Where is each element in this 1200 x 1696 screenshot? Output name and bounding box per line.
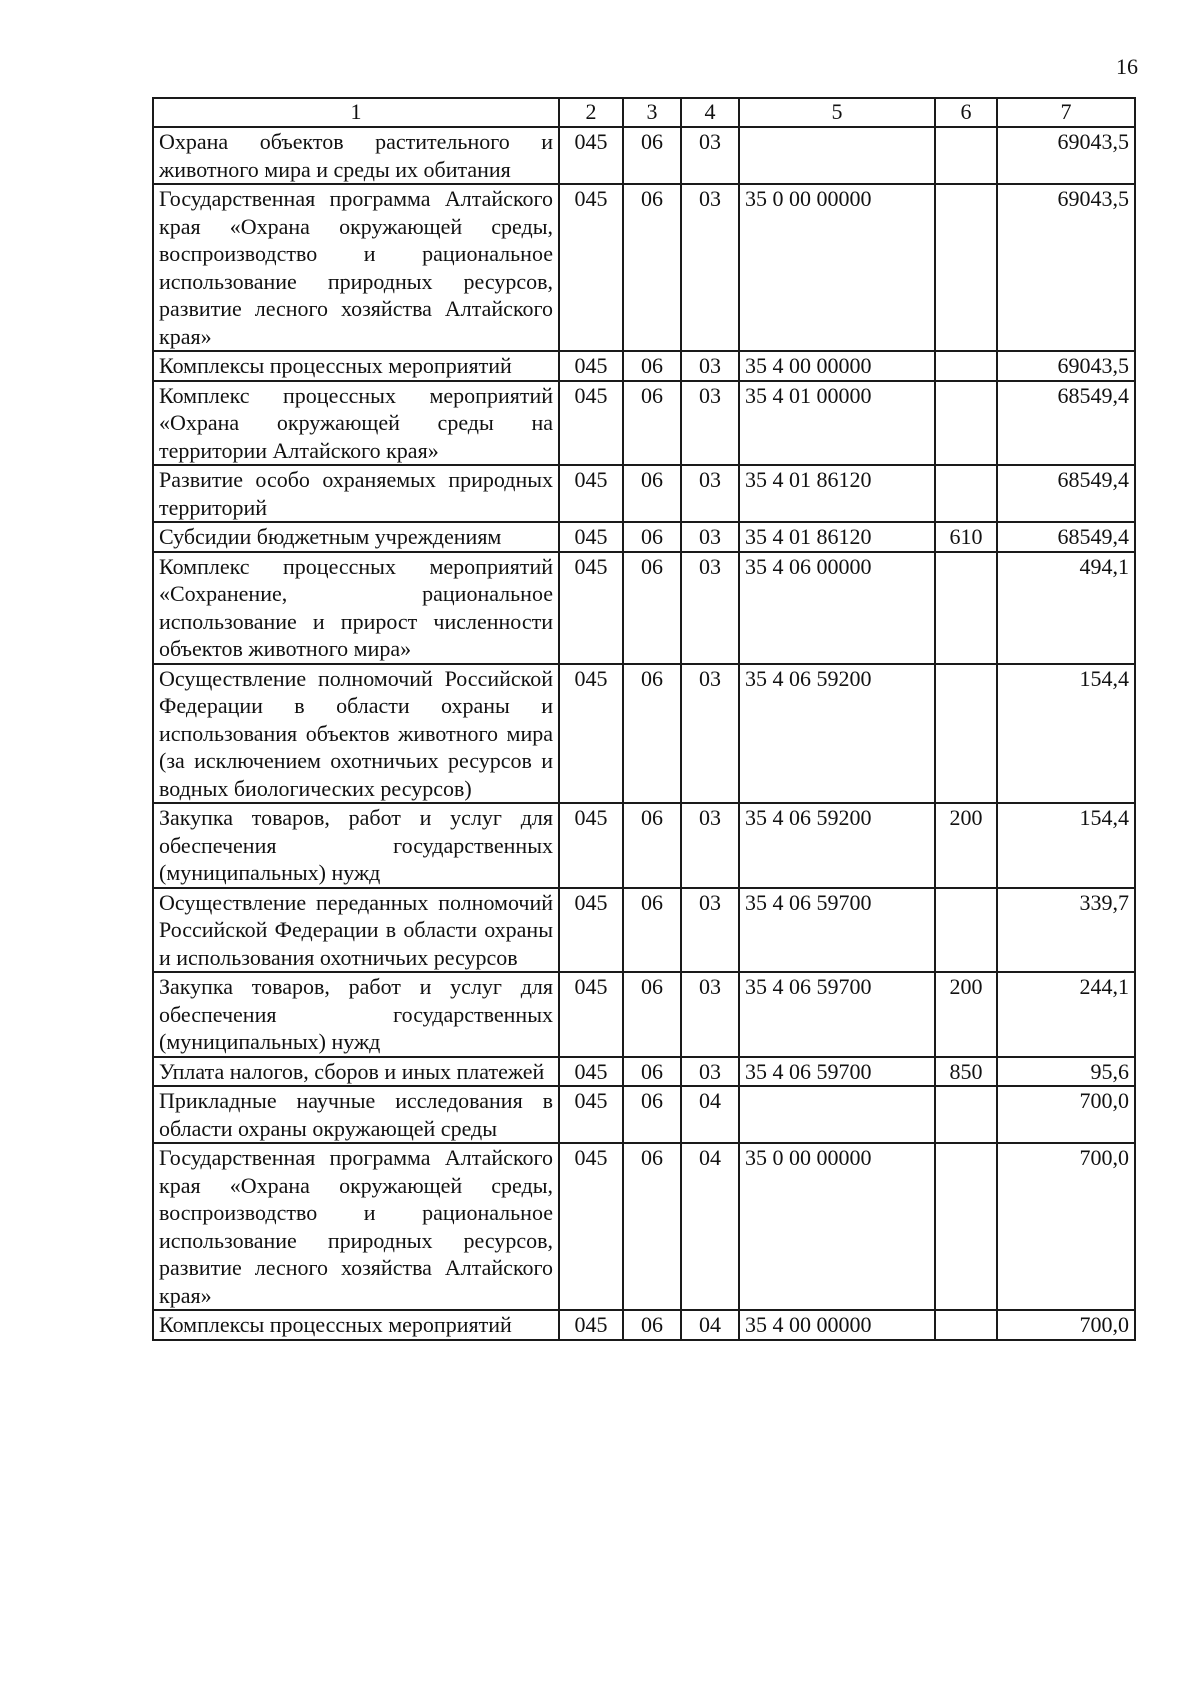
amount-cell: 69043,5 <box>997 184 1135 351</box>
expense-name-cell: Осуществление переданных полномочий Российской Федерации в области охраны и использования охотничьих ресурсов <box>153 888 559 973</box>
amount-cell: 68549,4 <box>997 465 1135 522</box>
expense-type-cell <box>935 184 997 351</box>
expense-type-cell <box>935 465 997 522</box>
table-row <box>153 888 1135 973</box>
column-header: 7 <box>997 98 1135 127</box>
section-code-cell: 06 <box>623 888 681 973</box>
expense-name-cell: Охрана объектов растительного и животного мира и среды их обитания <box>153 127 559 184</box>
ministry-code-cell: 045 <box>559 552 623 664</box>
target-article-cell: 35 4 06 59700 <box>739 972 935 1057</box>
target-article-cell: 35 4 01 00000 <box>739 381 935 466</box>
subsection-code-cell: 03 <box>681 888 739 973</box>
target-article-cell: 35 4 06 59700 <box>739 1057 935 1087</box>
amount-cell: 95,6 <box>997 1057 1135 1087</box>
expense-name-cell: Комплексы процессных мероприятий <box>153 351 559 381</box>
table-row <box>153 972 1135 1057</box>
expense-type-cell: 200 <box>935 972 997 1057</box>
section-code-cell: 06 <box>623 184 681 351</box>
subsection-code-cell: 03 <box>681 664 739 804</box>
expense-name-cell: Комплексы процессных мероприятий <box>153 1310 559 1340</box>
expense-name-cell: Прикладные научные исследования в области охраны окружающей среды <box>153 1086 559 1143</box>
column-header: 1 <box>153 98 559 127</box>
amount-cell: 69043,5 <box>997 127 1135 184</box>
section-code-cell: 06 <box>623 465 681 522</box>
amount-cell: 69043,5 <box>997 351 1135 381</box>
ministry-code-cell: 045 <box>559 465 623 522</box>
target-article-cell: 35 4 06 59200 <box>739 664 935 804</box>
amount-cell: 154,4 <box>997 664 1135 804</box>
target-article-cell: 35 4 00 00000 <box>739 1310 935 1340</box>
target-article-cell <box>739 1086 935 1143</box>
ministry-code-cell: 045 <box>559 1086 623 1143</box>
column-header: 5 <box>739 98 935 127</box>
section-code-cell: 06 <box>623 1057 681 1087</box>
ministry-code-cell: 045 <box>559 1143 623 1310</box>
section-code-cell: 06 <box>623 664 681 804</box>
expense-type-cell <box>935 552 997 664</box>
expense-name-cell: Уплата налогов, сборов и иных платежей <box>153 1057 559 1087</box>
amount-cell: 700,0 <box>997 1086 1135 1143</box>
expense-type-cell <box>935 888 997 973</box>
target-article-cell: 35 4 06 00000 <box>739 552 935 664</box>
subsection-code-cell: 04 <box>681 1310 739 1340</box>
expense-type-cell: 850 <box>935 1057 997 1087</box>
table-row <box>153 522 1135 552</box>
target-article-cell: 35 4 00 00000 <box>739 351 935 381</box>
target-article-cell: 35 4 01 86120 <box>739 522 935 552</box>
ministry-code-cell: 045 <box>559 351 623 381</box>
table-row <box>153 1143 1135 1310</box>
expense-type-cell <box>935 1086 997 1143</box>
target-article-cell: 35 0 00 00000 <box>739 1143 935 1310</box>
expense-name-cell: Развитие особо охраняемых природных территорий <box>153 465 559 522</box>
table-row <box>153 381 1135 466</box>
expense-name-cell: Закупка товаров, работ и услуг для обеспечения государственных (муниципальных) нужд <box>153 803 559 888</box>
table-row <box>153 351 1135 381</box>
ministry-code-cell: 045 <box>559 184 623 351</box>
column-header: 6 <box>935 98 997 127</box>
expense-name-cell: Закупка товаров, работ и услуг для обеспечения государственных (муниципальных) нужд <box>153 972 559 1057</box>
ministry-code-cell: 045 <box>559 972 623 1057</box>
table-row <box>153 127 1135 184</box>
column-header: 3 <box>623 98 681 127</box>
target-article-cell <box>739 127 935 184</box>
subsection-code-cell: 03 <box>681 465 739 522</box>
section-code-cell: 06 <box>623 552 681 664</box>
expense-name-cell: Государственная программа Алтайского края «Охрана окружающей среды, воспроизводство и рациональное использование природных ресурсов, развитие лесного хозяйства Алтайского края» <box>153 184 559 351</box>
expense-type-cell <box>935 664 997 804</box>
expense-type-cell <box>935 381 997 466</box>
subsection-code-cell: 03 <box>681 184 739 351</box>
amount-cell: 700,0 <box>997 1143 1135 1310</box>
target-article-cell: 35 0 00 00000 <box>739 184 935 351</box>
expense-name-cell: Комплекс процессных мероприятий «Охрана окружающей среды на территории Алтайского края» <box>153 381 559 466</box>
page-number: 16 <box>1116 54 1138 79</box>
table-row <box>153 465 1135 522</box>
expense-name-cell: Субсидии бюджетным учреждениям <box>153 522 559 552</box>
subsection-code-cell: 03 <box>681 803 739 888</box>
expense-type-cell: 610 <box>935 522 997 552</box>
section-code-cell: 06 <box>623 381 681 466</box>
ministry-code-cell: 045 <box>559 664 623 804</box>
ministry-code-cell: 045 <box>559 1057 623 1087</box>
table-row <box>153 1057 1135 1087</box>
subsection-code-cell: 04 <box>681 1143 739 1310</box>
table-row <box>153 552 1135 664</box>
column-header: 2 <box>559 98 623 127</box>
subsection-code-cell: 03 <box>681 127 739 184</box>
section-code-cell: 06 <box>623 1143 681 1310</box>
section-code-cell: 06 <box>623 1310 681 1340</box>
table-row <box>153 803 1135 888</box>
expense-type-cell <box>935 1310 997 1340</box>
table-row <box>153 1086 1135 1143</box>
expense-type-cell <box>935 1143 997 1310</box>
section-code-cell: 06 <box>623 522 681 552</box>
expense-type-cell: 200 <box>935 803 997 888</box>
ministry-code-cell: 045 <box>559 1310 623 1340</box>
expense-name-cell: Государственная программа Алтайского края «Охрана окружающей среды, воспроизводство и рациональное использование природных ресурсов, развитие лесного хозяйства Алтайского края» <box>153 1143 559 1310</box>
amount-cell: 154,4 <box>997 803 1135 888</box>
amount-cell: 68549,4 <box>997 522 1135 552</box>
subsection-code-cell: 04 <box>681 1086 739 1143</box>
expense-name-cell: Комплекс процессных мероприятий «Сохранение, рациональное использование и прирост численности объектов животного мира» <box>153 552 559 664</box>
budget-table <box>152 97 1136 1341</box>
table-row <box>153 1310 1135 1340</box>
amount-cell: 244,1 <box>997 972 1135 1057</box>
target-article-cell: 35 4 01 86120 <box>739 465 935 522</box>
subsection-code-cell: 03 <box>681 1057 739 1087</box>
expense-type-cell <box>935 127 997 184</box>
ministry-code-cell: 045 <box>559 888 623 973</box>
amount-cell: 494,1 <box>997 552 1135 664</box>
section-code-cell: 06 <box>623 351 681 381</box>
header-row <box>153 98 1135 127</box>
table-row <box>153 184 1135 351</box>
subsection-code-cell: 03 <box>681 972 739 1057</box>
section-code-cell: 06 <box>623 972 681 1057</box>
table-row <box>153 664 1135 804</box>
ministry-code-cell: 045 <box>559 803 623 888</box>
amount-cell: 68549,4 <box>997 381 1135 466</box>
amount-cell: 339,7 <box>997 888 1135 973</box>
target-article-cell: 35 4 06 59200 <box>739 803 935 888</box>
ministry-code-cell: 045 <box>559 522 623 552</box>
subsection-code-cell: 03 <box>681 552 739 664</box>
subsection-code-cell: 03 <box>681 522 739 552</box>
column-header: 4 <box>681 98 739 127</box>
expense-name-cell: Осуществление полномочий Российской Федерации в области охраны и использования объектов животного мира (за исключением охотничьих ресурсов и водных биологических ресурсов) <box>153 664 559 804</box>
ministry-code-cell: 045 <box>559 381 623 466</box>
subsection-code-cell: 03 <box>681 381 739 466</box>
target-article-cell: 35 4 06 59700 <box>739 888 935 973</box>
section-code-cell: 06 <box>623 1086 681 1143</box>
section-code-cell: 06 <box>623 127 681 184</box>
ministry-code-cell: 045 <box>559 127 623 184</box>
subsection-code-cell: 03 <box>681 351 739 381</box>
section-code-cell: 06 <box>623 803 681 888</box>
expense-type-cell <box>935 351 997 381</box>
amount-cell: 700,0 <box>997 1310 1135 1340</box>
